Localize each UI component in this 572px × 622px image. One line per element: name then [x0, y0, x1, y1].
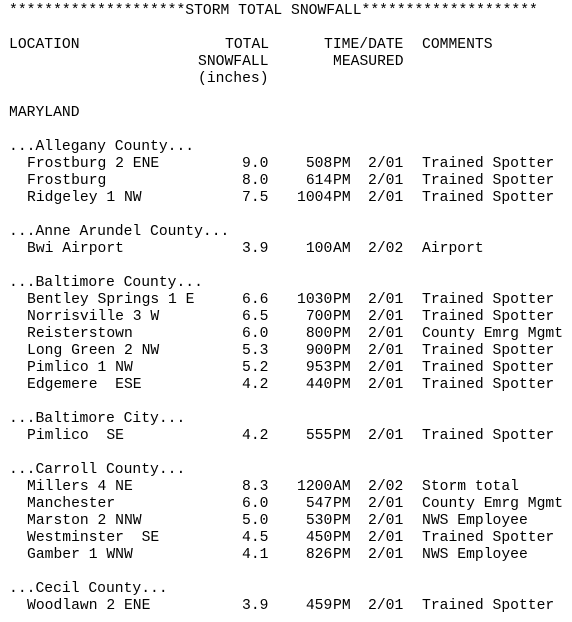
ampm-cell: PM [333, 190, 351, 206]
state-heading: MARYLAND [9, 105, 80, 121]
comment-cell: Trained Spotter [422, 598, 555, 614]
time-cell: 1004 [297, 190, 333, 206]
location-cell: Long Green 2 NW [27, 343, 160, 359]
date-cell: 2/01 [368, 377, 404, 393]
column-header-row-2 [9, 54, 569, 71]
ampm-cell: PM [333, 377, 351, 393]
ampm-cell: PM [333, 343, 351, 359]
snowfall-cell: 6.6 [242, 292, 269, 308]
time-cell: 555 [297, 428, 333, 444]
snowfall-column-header: SNOWFALL [198, 54, 269, 70]
snowfall-cell: 9.0 [242, 156, 269, 172]
comment-cell: Trained Spotter [422, 428, 555, 444]
snowfall-cell: 6.0 [242, 496, 269, 512]
location-cell: Frostburg [27, 173, 107, 189]
snowfall-cell: 4.2 [242, 428, 269, 444]
report-banner: ********************STORM TOTAL SNOWFALL******************** [9, 3, 538, 19]
snowfall-cell: 4.1 [242, 547, 269, 563]
date-cell: 2/01 [368, 343, 404, 359]
location-cell: Marston 2 NNW [27, 513, 142, 529]
table-row [9, 309, 569, 326]
snowfall-cell: 5.2 [242, 360, 269, 376]
location-cell: Norrisville 3 W [27, 309, 160, 325]
snowfall-cell: 7.5 [242, 190, 269, 206]
time-cell: 826 [297, 547, 333, 563]
ampm-cell: PM [333, 547, 351, 563]
table-row [9, 496, 569, 513]
column-header-row-1 [9, 37, 569, 54]
county-heading: ...Carroll County... [9, 462, 186, 478]
location-cell: Bwi Airport [27, 241, 124, 257]
table-row [9, 377, 569, 394]
comment-cell: Trained Spotter [422, 360, 555, 376]
location-cell: Bentley Springs 1 E [27, 292, 195, 308]
table-row [9, 156, 569, 173]
comment-cell: Trained Spotter [422, 343, 555, 359]
comment-cell: Trained Spotter [422, 309, 555, 325]
snowfall-cell: 8.0 [242, 173, 269, 189]
comment-cell: NWS Employee [422, 547, 528, 563]
time-cell: 547 [297, 496, 333, 512]
snowfall-cell: 3.9 [242, 598, 269, 614]
ampm-cell: PM [333, 156, 351, 172]
comment-cell: County Emrg Mgmt [422, 496, 564, 512]
snowfall-cell: 8.3 [242, 479, 269, 495]
ampm-cell: PM [333, 309, 351, 325]
units-column-header: (inches) [198, 71, 269, 87]
ampm-cell: PM [333, 496, 351, 512]
location-cell: Edgemere ESE [27, 377, 142, 393]
table-row [9, 428, 569, 445]
blank-line [9, 207, 569, 224]
county-heading: ...Baltimore County... [9, 275, 203, 291]
ampm-cell: AM [333, 479, 351, 495]
county-sections [9, 122, 569, 615]
location-cell: Reisterstown [27, 326, 133, 342]
table-row [9, 479, 569, 496]
date-cell: 2/01 [368, 309, 404, 325]
date-cell: 2/01 [368, 326, 404, 342]
ampm-cell: AM [333, 241, 351, 257]
blank-line [9, 122, 569, 139]
snowfall-cell: 3.9 [242, 241, 269, 257]
county-heading: ...Baltimore City... [9, 411, 186, 427]
snowfall-cell: 4.5 [242, 530, 269, 546]
snowfall-report [9, 3, 569, 615]
ampm-cell: PM [333, 428, 351, 444]
blank-line [9, 258, 569, 275]
date-cell: 2/01 [368, 190, 404, 206]
location-cell: Pimlico SE [27, 428, 124, 444]
total-column-header: TOTAL [225, 37, 270, 53]
comment-cell: Airport [422, 241, 484, 257]
location-cell: Manchester [27, 496, 116, 512]
ampm-cell: PM [333, 326, 351, 342]
date-cell: 2/01 [368, 292, 404, 308]
table-row [9, 326, 569, 343]
comment-cell: Trained Spotter [422, 377, 555, 393]
location-cell: Pimlico 1 NW [27, 360, 133, 376]
time-cell: 800 [297, 326, 333, 342]
location-cell: Ridgeley 1 NW [27, 190, 142, 206]
date-cell: 2/01 [368, 173, 404, 189]
blank-line [9, 88, 569, 105]
time-cell: 440 [297, 377, 333, 393]
date-cell: 2/01 [368, 547, 404, 563]
snowfall-cell: 6.5 [242, 309, 269, 325]
time-cell: 530 [297, 513, 333, 529]
table-row [9, 513, 569, 530]
column-header-row-3 [9, 71, 569, 88]
time-cell: 700 [297, 309, 333, 325]
table-row [9, 530, 569, 547]
time-cell: 508 [297, 156, 333, 172]
ampm-cell: PM [333, 173, 351, 189]
ampm-cell: PM [333, 360, 351, 376]
table-row [9, 292, 569, 309]
table-row [9, 190, 569, 207]
blank-line [9, 564, 569, 581]
time-cell: 459 [297, 598, 333, 614]
time-date-column-header: TIME/DATE [324, 37, 404, 53]
date-cell: 2/01 [368, 428, 404, 444]
county-heading: ...Allegany County... [9, 139, 195, 155]
blank-line [9, 394, 569, 411]
table-row [9, 241, 569, 258]
location-cell: Gamber 1 WNW [27, 547, 133, 563]
comment-cell: NWS Employee [422, 513, 528, 529]
date-cell: 2/02 [368, 479, 404, 495]
location-cell: Millers 4 NE [27, 479, 133, 495]
comment-cell: County Emrg Mgmt [422, 326, 564, 342]
time-cell: 953 [297, 360, 333, 376]
snowfall-cell: 5.0 [242, 513, 269, 529]
time-cell: 1030 [297, 292, 333, 308]
blank-line [9, 445, 569, 462]
date-cell: 2/02 [368, 241, 404, 257]
date-cell: 2/01 [368, 360, 404, 376]
comment-cell: Storm total [422, 479, 519, 495]
date-cell: 2/01 [368, 156, 404, 172]
location-cell: Woodlawn 2 ENE [27, 598, 151, 614]
comment-cell: Trained Spotter [422, 173, 555, 189]
date-cell: 2/01 [368, 513, 404, 529]
table-row [9, 547, 569, 564]
ampm-cell: PM [333, 513, 351, 529]
table-row [9, 173, 569, 190]
ampm-cell: PM [333, 530, 351, 546]
blank-line [9, 20, 569, 37]
snowfall-cell: 5.3 [242, 343, 269, 359]
time-cell: 100 [297, 241, 333, 257]
location-cell: Frostburg 2 ENE [27, 156, 160, 172]
time-cell: 900 [297, 343, 333, 359]
time-cell: 614 [297, 173, 333, 189]
date-cell: 2/01 [368, 598, 404, 614]
ampm-cell: PM [333, 598, 351, 614]
ampm-cell: PM [333, 292, 351, 308]
snowfall-cell: 4.2 [242, 377, 269, 393]
county-heading: ...Anne Arundel County... [9, 224, 230, 240]
table-row [9, 598, 569, 615]
comment-cell: Trained Spotter [422, 530, 555, 546]
comments-column-header: COMMENTS [422, 37, 493, 53]
location-cell: Westminster SE [27, 530, 160, 546]
time-cell: 450 [297, 530, 333, 546]
comment-cell: Trained Spotter [422, 156, 555, 172]
county-heading: ...Cecil County... [9, 581, 168, 597]
comment-cell: Trained Spotter [422, 190, 555, 206]
time-cell: 1200 [297, 479, 333, 495]
date-cell: 2/01 [368, 530, 404, 546]
snowfall-cell: 6.0 [242, 326, 269, 342]
location-column-header: LOCATION [9, 37, 80, 53]
table-row [9, 343, 569, 360]
measured-column-header: MEASURED [333, 54, 404, 70]
table-row [9, 360, 569, 377]
comment-cell: Trained Spotter [422, 292, 555, 308]
date-cell: 2/01 [368, 496, 404, 512]
